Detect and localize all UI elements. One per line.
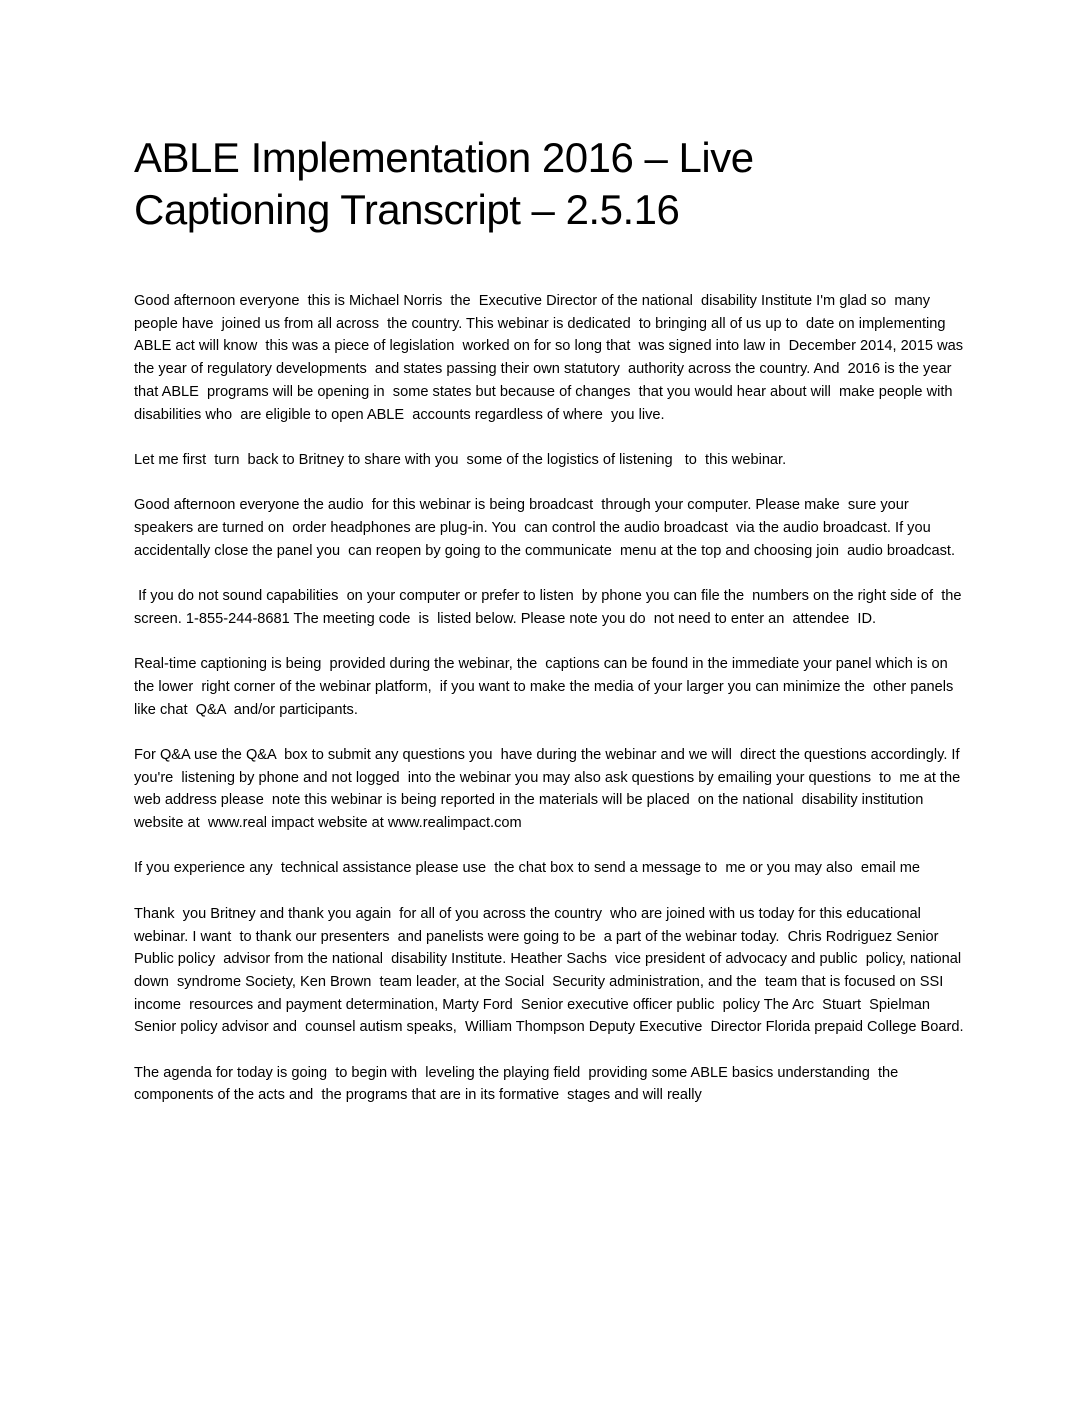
transcript-body xyxy=(134,290,972,1130)
transcript-paragraph: For Q&A use the Q&A box to submit any questions you have during the webinar and we will direct the questions accordingly. If you're listening by phone and not logged into the webinar you may also ask questions by emailing your questions to me at the web address please note this webinar is being reported in the materials will be placed on the national disability institution website at www.real impact website at www.realimpact.com xyxy=(134,746,965,832)
transcript-paragraph: If you do not sound capabilities on your computer or prefer to listen by phone you can file the numbers on the right side of the screen. 1-855-244-8681 The meeting code is listed below. Please note you do not need to enter an attendee ID. xyxy=(134,588,966,627)
transcript-paragraph: Thank you Britney and thank you again for all of you across the country who are joined with us today for this educational webinar. I want to thank our presenters and panelists were going to be a part of the webinar today. Chris Rodriguez Senior Public policy advisor from the national disability Institute. Heather Sachs vice president of advocacy and public policy, national down syndrome Society, Ken Brown team leader, at the Social Security administration, and the team that is focused on SSI income resources and payment determination, Marty Ford Senior executive officer public policy The Arc Stuart Spielman Senior policy advisor and counsel autism speaks, William Thompson Deputy Executive Director Florida prepaid College Board. xyxy=(134,905,966,1036)
transcript-paragraph: Real-time captioning is being provided during the webinar, the captions can be found in the immediate your panel which is on the lower right corner of the webinar platform, if you want to make the media of your larger you can minimize the other panels like chat Q&A and/or participants. xyxy=(134,656,958,718)
document-title: ABLE Implementation 2016 – Live Captioning Transcript – 2.5.16 xyxy=(134,134,754,233)
transcript-paragraph: Good afternoon everyone the audio for this webinar is being broadcast through your computer. Please make sure your speakers are turned on order headphones are plug-in. You can control the audio broadcast via the audio broadcast. If you accidentally close the panel you can reopen by going to the communicate menu at the top and choosing join audio broadcast. xyxy=(134,497,956,559)
transcript-paragraph: If you experience any technical assistance please use the chat box to send a message to me or you may also email me xyxy=(134,860,921,877)
transcript-paragraph: Let me first turn back to Britney to share with you some of the logistics of listening to this webinar. xyxy=(134,451,787,468)
transcript-paragraph: The agenda for today is going to begin with leveling the playing field providing some ABLE basics understanding the components of the acts and the programs that are in its formative stages and will really xyxy=(134,1064,903,1104)
transcript-paragraph: Good afternoon everyone this is Michael Norris the Executive Director of the national disability Institute I'm glad so many people have joined us from all across the country. This webinar is dedicated to bringing all of us up to date on implementing ABLE act will know this was a piece of legislation worked on for so long that was signed into law in December 2014, 2015 was the year of regulatory developments and states passing their own statutory authority across the country. And 2016 is the year that ABLE programs will be opening in some states but because of changes that you would hear about will make people with disabilities who are eligible to open ABLE accounts regardless of where you live. xyxy=(134,293,972,423)
